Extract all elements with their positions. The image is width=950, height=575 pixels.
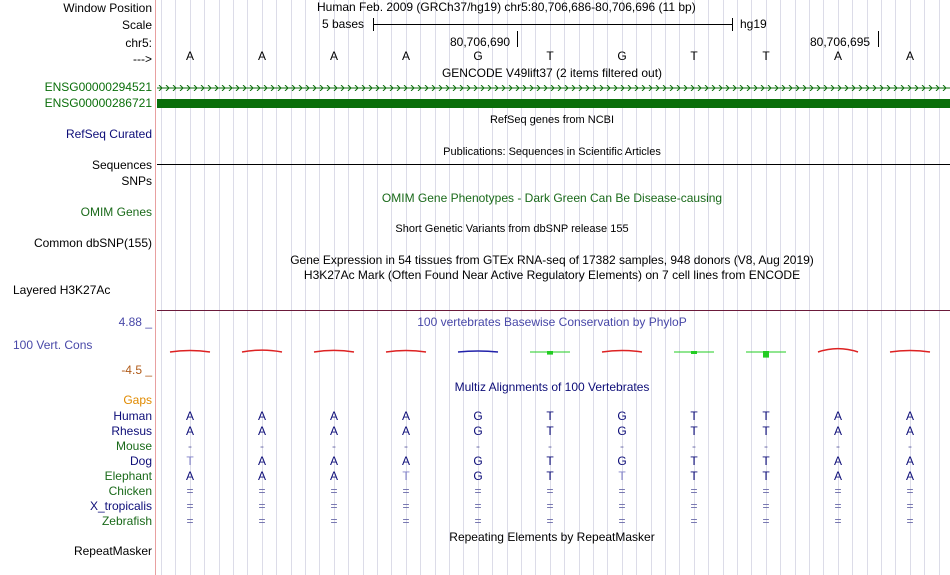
sequences-divider: [157, 164, 950, 165]
alignment-cell: T: [618, 469, 626, 483]
alignment-cell: A: [833, 469, 842, 483]
scale-text: 5 bases: [322, 17, 365, 31]
genome-browser-data-panel: [157, 0, 950, 575]
coordinate-tick-2: [878, 31, 879, 47]
base-9: A: [833, 49, 842, 63]
alignment-cell: T: [546, 409, 554, 423]
species-label-rhesus: Rhesus: [111, 424, 152, 438]
alignment-cell: =: [402, 484, 410, 498]
alignment-cell: =: [474, 484, 482, 498]
base-1: A: [257, 49, 266, 63]
alignment-cell: =: [186, 484, 194, 498]
alignment-cell: =: [186, 499, 194, 513]
phylop-curve-2: [314, 350, 354, 352]
alignment-cell: =: [546, 499, 554, 513]
coordinate-80706695: 80,706,695: [810, 35, 871, 49]
cons-min-label: -4.5 _: [121, 363, 152, 377]
phylop-curve-3: [386, 351, 426, 353]
base-2: A: [329, 49, 338, 63]
gene-ensg00000286721-feature[interactable]: [157, 99, 950, 108]
alignment-cell: =: [618, 499, 626, 513]
coordinate-tick-1: [517, 31, 518, 47]
alignment-cell: =: [618, 484, 626, 498]
base-5: T: [546, 49, 554, 63]
common-dbsnp-label[interactable]: Common dbSNP(155): [33, 236, 152, 250]
repeatmasker-label[interactable]: RepeatMasker: [73, 544, 152, 558]
alignment-cell: T: [762, 454, 770, 468]
scale-label: Scale: [121, 18, 152, 32]
alignment-cell: A: [905, 424, 914, 438]
alignment-cell: =: [906, 499, 914, 513]
alignment-cell: -: [548, 439, 552, 453]
scale-bar-left-tick: [373, 18, 374, 31]
alignment-cell: -: [404, 439, 408, 453]
repeatmasker-track-title: Repeating Elements by RepeatMasker: [449, 530, 655, 544]
alignment-cell: T: [690, 424, 698, 438]
alignment-cell: G: [617, 409, 627, 423]
gtex-track-title: Gene Expression in 54 tissues from GTEx RNA-seq of 17382 samples, 948 donors (V8, Aug 2019): [290, 253, 814, 267]
base-8: T: [762, 49, 770, 63]
scale-bar: [373, 24, 733, 25]
alignment-cell: G: [617, 454, 627, 468]
alignment-cell: A: [401, 409, 410, 423]
omim-genes-label[interactable]: OMIM Genes: [80, 205, 152, 219]
gene-label-ensg00000286721[interactable]: ENSG00000286721: [44, 96, 152, 110]
alignment-cell: -: [692, 439, 696, 453]
species-label-x_tropicalis: X_tropicalis: [89, 499, 152, 513]
alignment-cell: A: [833, 409, 842, 423]
layered-h3k27ac-label[interactable]: Layered H3K27Ac: [13, 283, 111, 297]
phylop-curve-4: [458, 351, 498, 352]
alignment-cell: A: [257, 469, 266, 483]
publications-track-title: Publications: Sequences in Scientific Articles: [443, 146, 661, 158]
alignment-cell: =: [330, 514, 338, 528]
alignment-cell: =: [330, 484, 338, 498]
alignment-cell: =: [258, 499, 266, 513]
track-label-panel: [0, 0, 155, 575]
alignment-cell: =: [474, 514, 482, 528]
alignment-cell: A: [185, 424, 194, 438]
alignment-cell: =: [834, 499, 842, 513]
refseq-track-title: RefSeq genes from NCBI: [489, 114, 615, 126]
alignment-cell: T: [690, 409, 698, 423]
alignment-cell: G: [473, 424, 483, 438]
strand-arrow-label: --->: [133, 52, 152, 66]
phylop-curve-10: [890, 351, 930, 353]
alignment-cell: =: [906, 514, 914, 528]
coordinate-80706690: 80,706,690: [450, 35, 511, 49]
omim-track-title: OMIM Gene Phenotypes - Dark Green Can Be Disease-causing: [381, 191, 723, 205]
alignment-cell: T: [762, 469, 770, 483]
alignment-cell: G: [473, 469, 483, 483]
alignment-cell: -: [260, 439, 264, 453]
alignment-cell: A: [185, 469, 194, 483]
alignment-cell: A: [833, 424, 842, 438]
gaps-label: Gaps: [123, 393, 152, 407]
sequences-label[interactable]: Sequences: [91, 158, 152, 172]
alignment-cell: T: [762, 424, 770, 438]
alignment-cell: T: [546, 454, 554, 468]
species-label-zebrafish: Zebrafish: [101, 514, 152, 528]
phylop-curve-0: [170, 351, 210, 353]
alignment-cell: -: [620, 439, 624, 453]
window-position-text: Human Feb. 2009 (GRCh37/hg19) chr5:80,706,686-80,706,696 (11 bp): [317, 0, 696, 14]
alignment-cell: =: [546, 484, 554, 498]
alignment-cell: =: [186, 514, 194, 528]
alignment-cell: G: [617, 424, 627, 438]
panel-separator: [155, 0, 156, 575]
alignment-cell: -: [476, 439, 480, 453]
alignment-cell: A: [329, 454, 338, 468]
alignment-cell: T: [690, 454, 698, 468]
scale-bar-right-tick: [732, 18, 733, 31]
base-3: A: [401, 49, 410, 63]
alignment-cell: A: [833, 454, 842, 468]
phylop-curve-1: [242, 350, 282, 352]
alignment-cell: =: [546, 514, 554, 528]
dbsnp-track-title: Short Genetic Variants from dbSNP release 155: [395, 223, 629, 235]
gene-strand-chevrons: [157, 85, 950, 91]
alignment-cell: A: [905, 469, 914, 483]
alignment-cell: T: [546, 424, 554, 438]
alignment-cell: =: [402, 514, 410, 528]
species-label-dog: Dog: [129, 454, 152, 468]
phylop-curve-6: [602, 351, 642, 353]
alignment-cell: T: [546, 469, 554, 483]
base-10: A: [905, 49, 914, 63]
alignment-cell: A: [401, 424, 410, 438]
alignment-cell: A: [257, 454, 266, 468]
alignment-cell: =: [834, 514, 842, 528]
species-label-chicken: Chicken: [108, 484, 152, 498]
alignment-cell: A: [905, 409, 914, 423]
h3k27ac-track-title: H3K27Ac Mark (Often Found Near Active Regulatory Elements) on 7 cell lines from ENCODE: [303, 268, 801, 282]
alignment-cell: A: [905, 454, 914, 468]
alignment-cell: =: [474, 499, 482, 513]
alignment-cell: G: [473, 454, 483, 468]
alignment-cell: =: [258, 484, 266, 498]
alignment-cell: -: [764, 439, 768, 453]
species-label-mouse: Mouse: [115, 439, 152, 453]
h3k27ac-baseline: [157, 310, 950, 311]
alignment-cell: T: [762, 409, 770, 423]
alignment-cell: A: [329, 409, 338, 423]
snps-label[interactable]: SNPs: [121, 174, 152, 188]
alignment-cell: A: [329, 469, 338, 483]
alignment-cell: -: [836, 439, 840, 453]
alignment-cell: =: [906, 484, 914, 498]
alignment-cell: T: [690, 469, 698, 483]
alignment-cell: A: [257, 409, 266, 423]
species-label-human: Human: [113, 409, 152, 423]
alignment-cell: T: [402, 469, 410, 483]
alignment-cell: =: [762, 484, 770, 498]
phylop-curve-9: [818, 349, 858, 352]
base-0: A: [185, 49, 194, 63]
chr-label: chr5:: [125, 36, 152, 50]
alignment-cell: =: [330, 499, 338, 513]
alignment-cell: =: [402, 499, 410, 513]
refseq-curated-label[interactable]: RefSeq Curated: [65, 127, 152, 141]
alignment-cell: -: [332, 439, 336, 453]
window-position-label: Window Position: [63, 1, 152, 15]
phylop-conservation-graph[interactable]: [157, 334, 950, 374]
alignment-cell: T: [186, 454, 194, 468]
alignment-cell: =: [690, 499, 698, 513]
alignment-cell: =: [258, 514, 266, 528]
species-label-elephant: Elephant: [104, 469, 152, 483]
assembly-label: hg19: [740, 17, 767, 31]
gene-label-ensg00000294521[interactable]: ENSG00000294521: [44, 80, 152, 94]
multiz-track-title: Multiz Alignments of 100 Vertebrates: [454, 380, 650, 394]
vert-cons-label[interactable]: 100 Vert. Cons: [13, 338, 93, 352]
alignment-cell: -: [908, 439, 912, 453]
alignment-cell: A: [257, 424, 266, 438]
gene-ensg00000294521-feature[interactable]: [157, 86, 950, 89]
alignment-cell: G: [473, 409, 483, 423]
alignment-cell: =: [618, 514, 626, 528]
alignment-cell: =: [762, 514, 770, 528]
alignment-cell: =: [690, 514, 698, 528]
alignment-cell: =: [762, 499, 770, 513]
cons-max-label: 4.88 _: [118, 315, 152, 329]
base-7: T: [690, 49, 698, 63]
base-4: G: [473, 49, 483, 63]
alignment-cell: A: [401, 454, 410, 468]
base-6: G: [617, 49, 627, 63]
alignment-cell: -: [188, 439, 192, 453]
alignment-cell: =: [834, 484, 842, 498]
gencode-track-title: GENCODE V49lift37 (2 items filtered out): [441, 66, 663, 80]
alignment-cell: A: [329, 424, 338, 438]
alignment-cell: =: [690, 484, 698, 498]
phylop-track-title: 100 vertebrates Basewise Conservation by PhyloP: [417, 315, 687, 329]
alignment-cell: A: [185, 409, 194, 423]
